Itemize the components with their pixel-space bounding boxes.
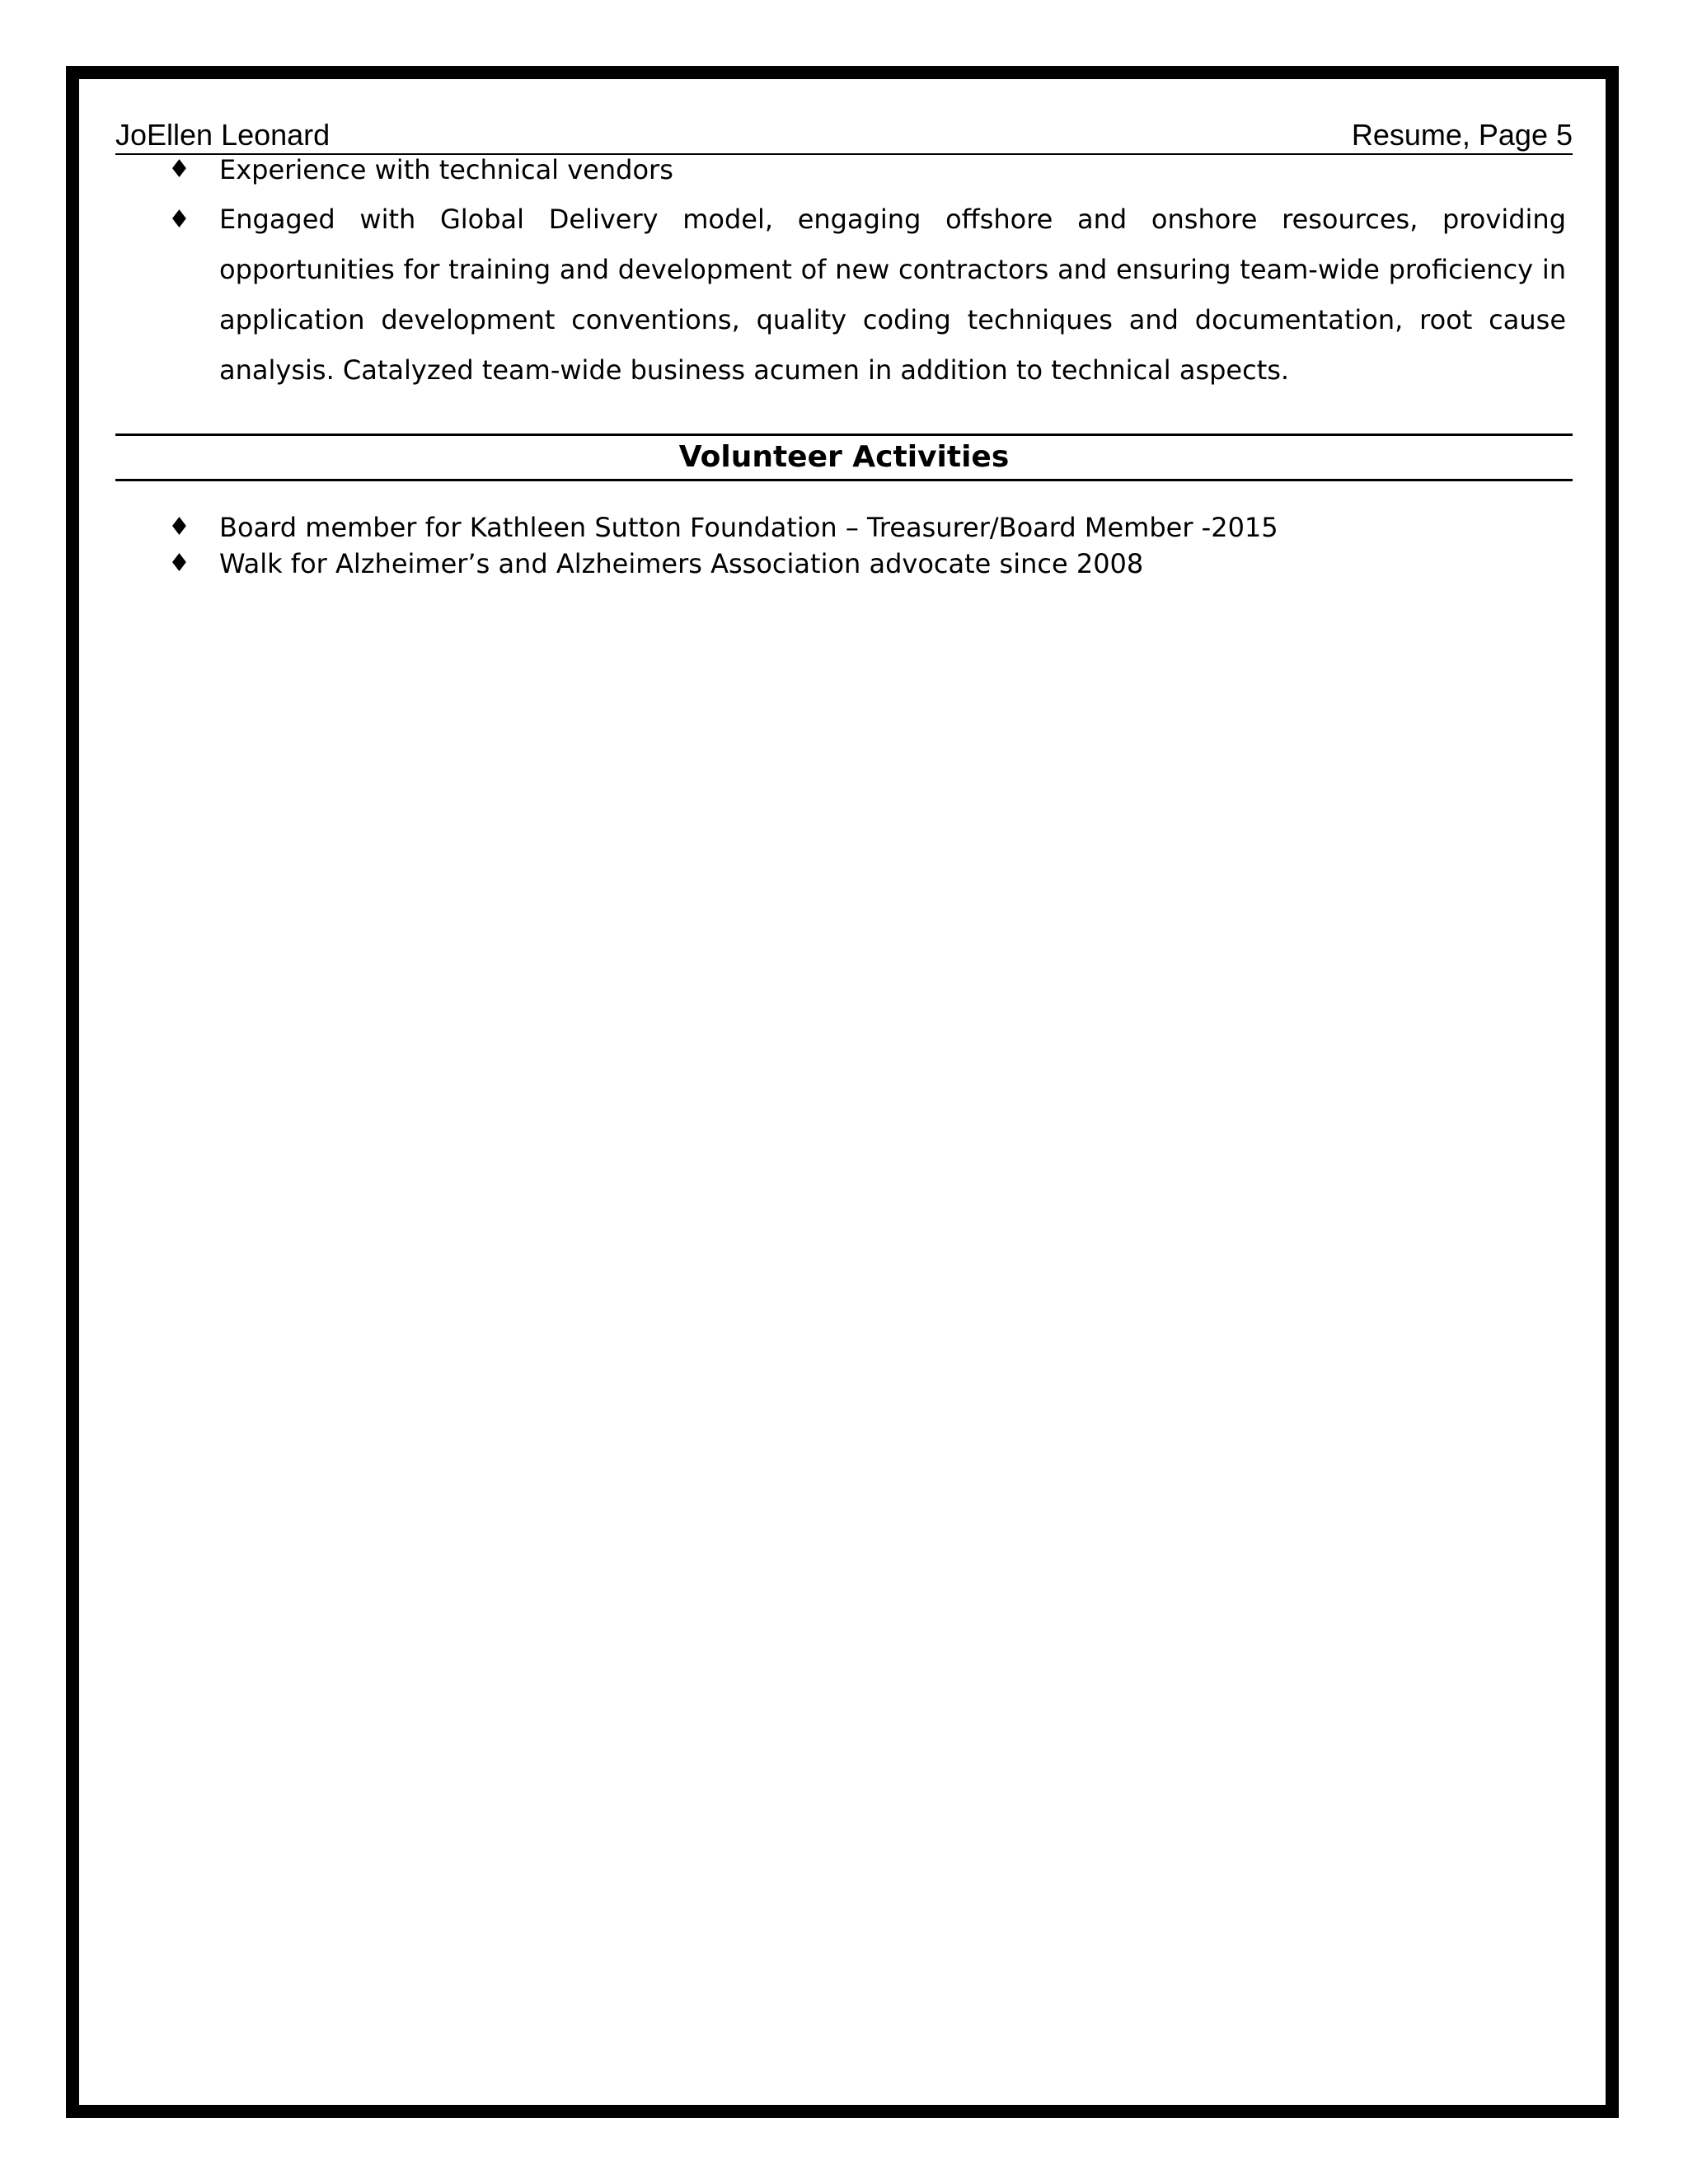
bullet-text: Board member for Kathleen Sutton Foundation – Treasurer/Board Member -2015 [219, 512, 1278, 543]
list-item [115, 145, 1573, 194]
section-heading-volunteer: Volunteer Activities [115, 434, 1573, 481]
volunteer-bullet-list [115, 509, 1573, 582]
header-name: JoEllen Leonard [115, 118, 331, 152]
list-item [115, 194, 1573, 396]
list-item [115, 546, 1573, 582]
header-page-label: Resume, Page 5 [1351, 118, 1573, 152]
bullet-text: Walk for Alzheimer’s and Alzheimers Association advocate since 2008 [219, 548, 1144, 579]
bullet-text: Engaged with Global Delivery model, engaging offshore and onshore resources, providing opportunities for training and development of new contractors and ensuring team-wide proficiency in application development conventions, quality coding techniques and documentation, root cause analysis. Catalyzed team-wide business acumen in addition to technical aspects. [219, 204, 1566, 386]
diamond-bullet-icon: ♦ [168, 155, 190, 184]
diamond-bullet-icon: ♦ [168, 549, 190, 578]
experience-bullet-list [115, 145, 1573, 396]
resume-page [115, 115, 1573, 582]
diamond-bullet-icon: ♦ [168, 513, 190, 541]
bullet-text: Experience with technical vendors [219, 154, 673, 185]
list-item [115, 509, 1573, 546]
diamond-bullet-icon: ♦ [168, 205, 190, 234]
